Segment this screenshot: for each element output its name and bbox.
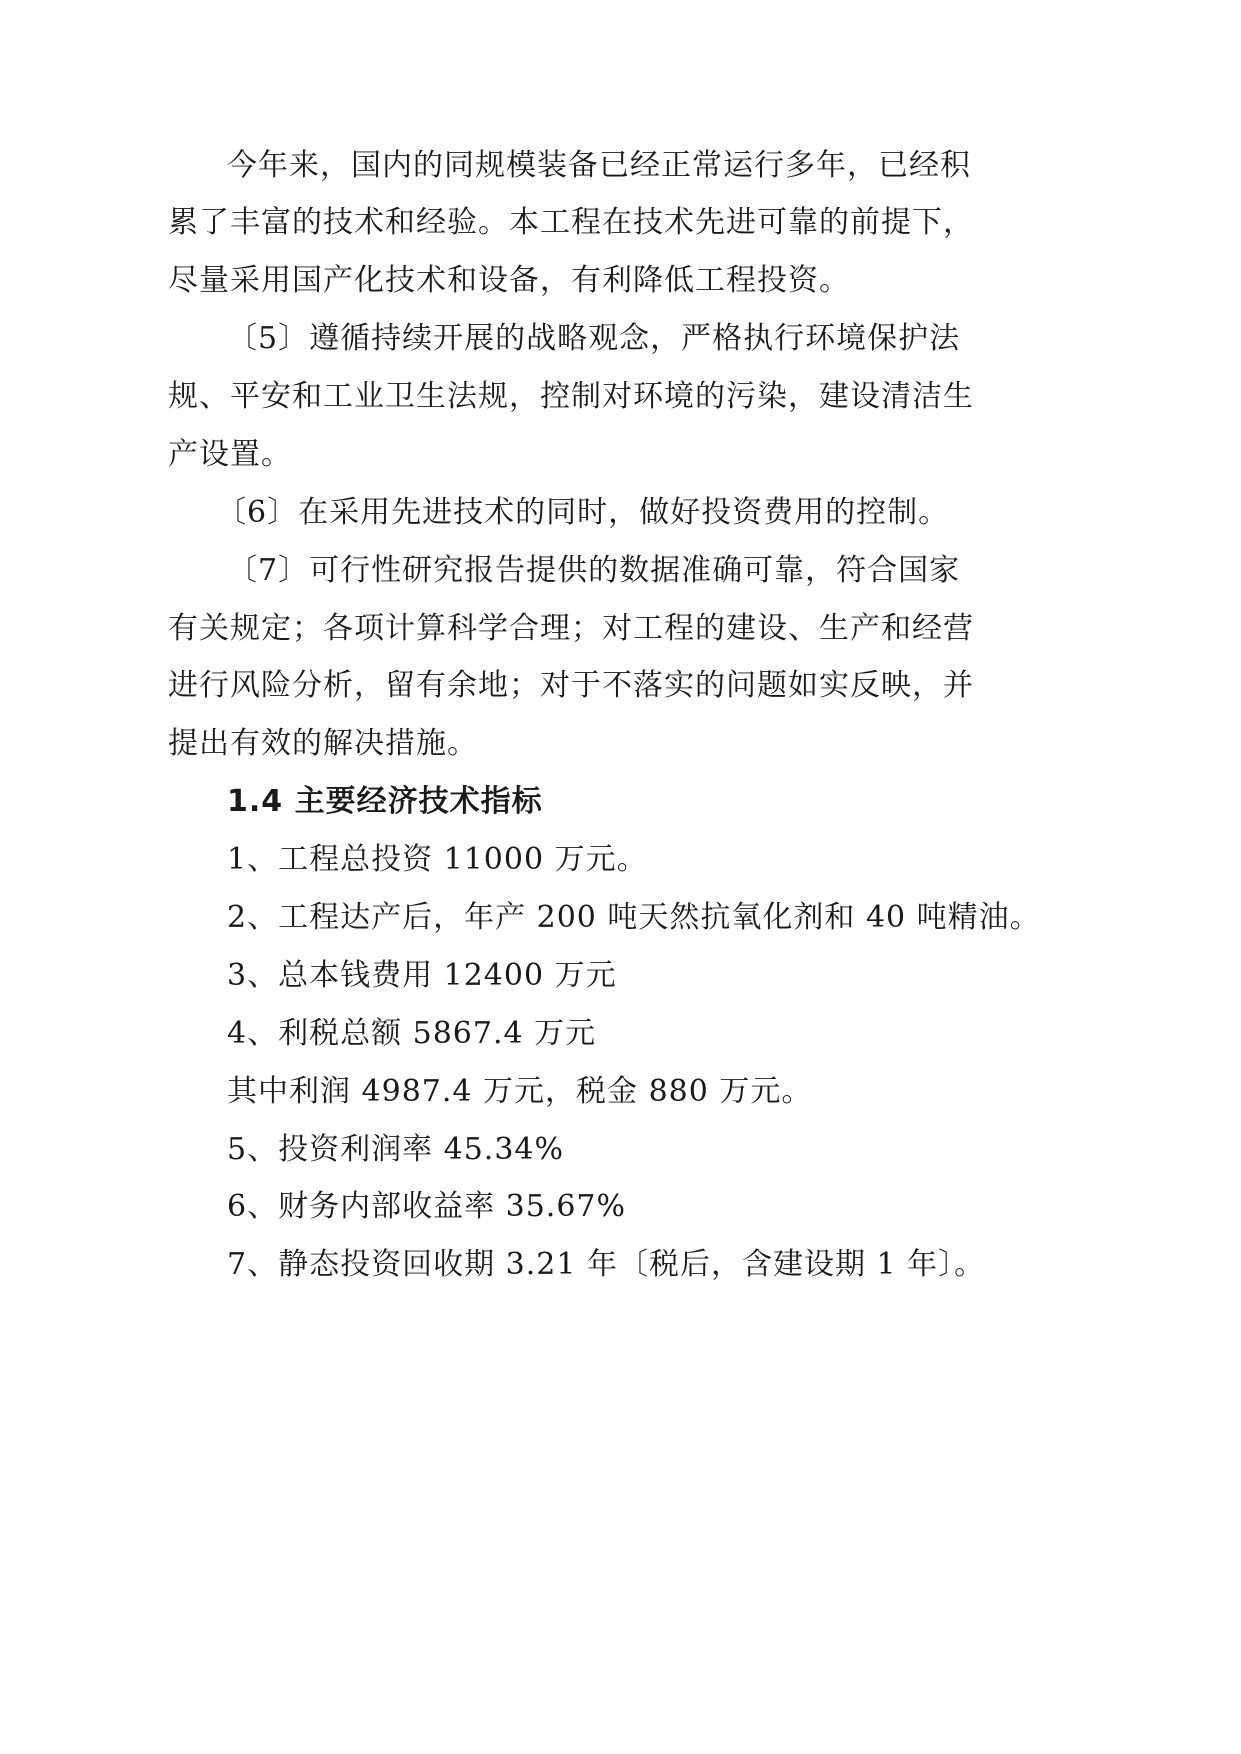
paragraph-text: 〔6〕在采用先进技术的同时，做好投资费用的控制。 bbox=[216, 495, 950, 530]
list-item: 6、财务内部收益率 35.67% bbox=[227, 1189, 627, 1224]
list-item: 2、工程达产后，年产 200 吨天然抗氧化剂和 40 吨精油。 bbox=[227, 900, 1041, 935]
list-item: 5、投资利润率 45.34% bbox=[227, 1132, 565, 1167]
paragraph-text: 〔5〕遵循持续开展的战略观念，严格执行环境保护法 bbox=[227, 321, 961, 356]
list-item: 4、利税总额 5867.4 万元 bbox=[227, 1016, 597, 1051]
paragraph-text: 进行风险分析，留有余地；对于不落实的问题如实反映，并 bbox=[168, 668, 974, 703]
list-item: 3、总本钱费用 12400 万元 bbox=[227, 958, 617, 993]
paragraph-text: 产设置。 bbox=[168, 437, 292, 472]
section-heading: 1.4 主要经济技术指标 bbox=[227, 784, 543, 819]
paragraph-text: 提出有效的解决措施。 bbox=[168, 726, 478, 761]
paragraph-text: 〔7〕可行性研究报告提供的数据准确可靠，符合国家 bbox=[227, 553, 961, 588]
paragraph-text: 今年来，国内的同规模装备已经正常运行多年，已经积 bbox=[227, 148, 971, 183]
paragraph-text: 有关规定；各项计算科学合理；对工程的建设、生产和经营 bbox=[168, 611, 974, 646]
paragraph-text: 尽量采用国产化技术和设备，有利降低工程投资。 bbox=[168, 263, 850, 298]
paragraph-text: 规、平安和工业卫生法规，控制对环境的污染，建设清洁生 bbox=[168, 379, 974, 414]
list-item: 1、工程总投资 11000 万元。 bbox=[227, 842, 648, 877]
paragraph-text: 累了丰富的技术和经验。本工程在技术先进可靠的前提下， bbox=[168, 205, 974, 240]
list-item-detail: 其中利润 4987.4 万元，税金 880 万元。 bbox=[227, 1074, 813, 1109]
list-item: 7、静态投资回收期 3.21 年〔税后，含建设期 1 年〕。 bbox=[227, 1247, 986, 1282]
